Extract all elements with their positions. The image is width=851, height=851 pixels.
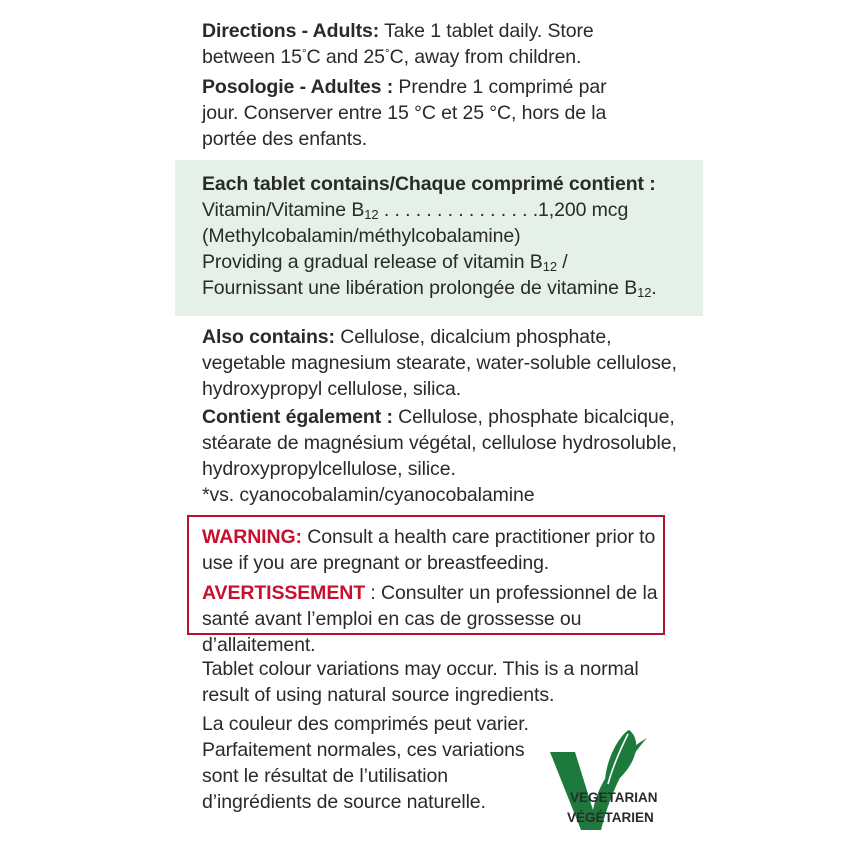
tablet-contents (202, 171, 702, 301)
directions-en-text-2: C and 25 (306, 46, 385, 68)
directions-en (202, 18, 652, 70)
badge-line-en: VEGETARIAN (570, 790, 658, 805)
colour-note-en: Tablet colour variations may occur. This is a normal result of using natural source ingredients. (202, 658, 639, 706)
directions-fr-label: Posologie - Adultes : (202, 76, 394, 98)
ingredient-form: (Methylcobalamin/méthylcobalamine) (202, 225, 521, 247)
release-fr-subscript: 12 (637, 285, 652, 300)
also-contains-fr-label: Contient également : (202, 406, 393, 428)
release-fr: Fournissant une libération prolongée de vitamine B (202, 277, 638, 299)
also-contains-en (202, 324, 692, 402)
colour-note-fr: La couleur des comprimés peut varier. Parfaitement normales, ces variations sont le résultat de l’utilisation d’ingrédients de source naturelle. (202, 713, 529, 813)
also-contains-en-label: Also contains: (202, 326, 335, 348)
contents-heading: Each tablet contains/Chaque comprimé contient : (202, 173, 656, 195)
release-en-subscript: 12 (542, 259, 557, 274)
directions-en-text-1: Take 1 tablet daily. Store between 15 (202, 20, 594, 68)
ingredient-name: Vitamin/Vitamine B (202, 199, 365, 221)
release-en: Providing a gradual release of vitamin B (202, 251, 543, 273)
directions-fr-text: Prendre 1 comprimé par jour. Conserver entre 15 °C et 25 °C, hors de la portée des enfants. (202, 76, 607, 150)
directions-fr (202, 74, 642, 152)
directions-en-text-3: C, away from children. (389, 46, 582, 68)
ingredient-subscript: 12 (364, 207, 379, 222)
also-contains-en-text: Cellulose, dicalcium phosphate, vegetable magnesium stearate, water-soluble cellulose, hydroxypropyl cellulose, silica. (202, 326, 677, 400)
warning-fr-text: : Consulter un professionnel de la santé avant l’emploi en cas de grossesse ou d’allaitement. (202, 582, 658, 656)
also-contains-fr (202, 404, 692, 482)
warning-en-text: Consult a health care practitioner prior to use if you are pregnant or breastfeeding. (202, 526, 656, 574)
warning-fr (202, 580, 662, 658)
degree-symbol-2: ° (384, 46, 390, 60)
directions-en-label: Directions - Adults: (202, 20, 380, 42)
warning-fr-label: AVERTISSEMENT (202, 582, 366, 604)
footnote: *vs. cyanocobalamin/cyanocobalamine (202, 484, 535, 506)
release-en-end: / (556, 251, 568, 273)
warning-en-label: WARNING: (202, 526, 302, 548)
release-fr-end: . (651, 277, 657, 299)
also-contains-fr-text: Cellulose, phosphate bicalcique, stéarate de magnésium végétal, cellulose hydrosoluble, hydroxypropylcellulose, silice. (202, 406, 677, 480)
badge-line-fr: VÉGÉTARIEN (567, 810, 654, 825)
warning-en (202, 524, 662, 576)
vegetarian-v-leaf-icon (545, 718, 675, 833)
ingredient-dots: . . . . . . . . . . . . . . . (378, 199, 539, 221)
ingredient-amount: 1,200 mcg (538, 199, 629, 221)
degree-symbol-1: ° (301, 46, 307, 60)
